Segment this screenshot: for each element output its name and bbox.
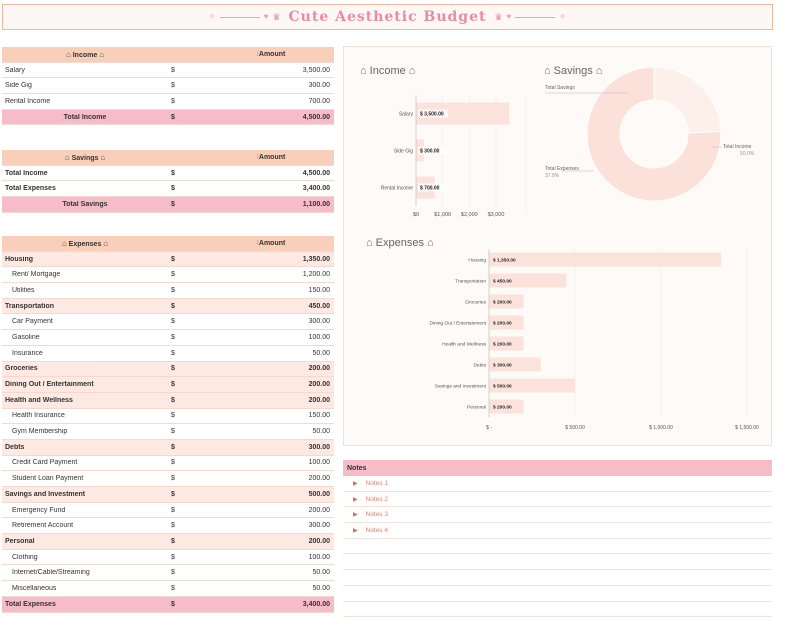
house-icon: ⌂ <box>61 238 67 248</box>
note-item[interactable]: ▶ Notes 1 <box>343 476 772 492</box>
donut-slice <box>654 67 721 133</box>
table-row[interactable]: Emergency Fund $ 200.00 <box>2 503 334 519</box>
table-row[interactable]: Housing $ 1,350.00 <box>2 252 334 268</box>
table-header <box>2 150 334 166</box>
table-header <box>2 47 334 63</box>
data-label: $ 1,350.00 <box>493 258 516 264</box>
note-item[interactable]: ▶ Notes 2 <box>343 492 772 508</box>
bullet-icon: ▶ <box>353 527 358 534</box>
house-icon: ⌂ <box>366 237 373 249</box>
table-row[interactable]: Transportation $ 450.00 <box>2 299 334 315</box>
x-tick-label: $0 <box>412 212 420 218</box>
table-row[interactable]: Rental Income $ 700.00 <box>2 94 334 110</box>
expenses-table <box>2 236 334 613</box>
income-table <box>2 47 334 125</box>
table-row[interactable]: Gym Membership $ 50.00 <box>2 424 334 440</box>
notes-header: Notes <box>343 460 772 476</box>
category-label: Dining Out / Entertainment <box>429 321 486 327</box>
note-empty-row[interactable] <box>343 586 772 602</box>
page-title: Cute Aesthetic Budget <box>288 9 487 25</box>
table-row[interactable]: Salary $ 3,500.00 <box>2 63 334 79</box>
charts-panel <box>343 46 772 446</box>
table-row[interactable]: Gasoline $ 100.00 <box>2 330 334 346</box>
note-empty-row[interactable] <box>343 602 772 618</box>
x-tick-label: $ 1,500.00 <box>735 425 759 431</box>
category-label: Transportation <box>455 279 486 285</box>
house-icon: ⌂ <box>99 49 105 59</box>
expense-bar <box>489 253 721 267</box>
data-label: $ 500.00 <box>493 384 512 390</box>
data-label: $ 200.00 <box>493 342 512 348</box>
slice-label: Total Expenses <box>545 166 579 172</box>
category-label: Health and Wellness <box>442 342 486 348</box>
data-label: $ 300.00 <box>493 363 512 369</box>
x-tick-label: $2,000 <box>460 212 478 218</box>
divider <box>220 17 260 18</box>
table-row[interactable]: Personal $ 200.00 <box>2 534 334 550</box>
category-label: Salary <box>398 111 413 118</box>
data-label: $ 700.00 <box>420 185 440 192</box>
sparkle-icon: ✧ <box>209 12 216 21</box>
note-empty-row[interactable] <box>343 539 772 555</box>
table-row[interactable]: Insurance $ 50.00 <box>2 346 334 362</box>
slice-percent: 50.0% <box>740 151 755 157</box>
data-label: $ 200.00 <box>493 321 512 327</box>
total-row[interactable]: Total Income $ 4,500.00 <box>2 110 334 126</box>
table-row[interactable]: Internet/Cable/Streaming $ 50.00 <box>2 565 334 581</box>
house-icon: ⌂ <box>64 152 70 162</box>
table-row[interactable]: Savings and Investment $ 500.00 <box>2 487 334 503</box>
crown-icon: ♛ <box>272 11 281 22</box>
house-icon: ⌂ <box>595 65 603 77</box>
note-empty-row[interactable] <box>343 570 772 586</box>
table-row[interactable]: Total Expenses $ 3,400.00 <box>2 181 334 197</box>
expenses-chart-title: ⌂ Expenses ⌂ <box>366 237 434 249</box>
savings-chart-title: ⌂ Savings ⌂ <box>544 65 603 77</box>
column-header-amount: ⁝Amount <box>256 240 286 248</box>
table-row[interactable]: Debts $ 300.00 <box>2 440 334 456</box>
category-label: Debts <box>473 363 486 369</box>
column-header-amount: ⁝Amount <box>256 154 286 162</box>
heart-icon: ♥ <box>263 12 269 21</box>
house-icon: ⌂ <box>360 65 367 77</box>
notes-section <box>343 460 772 625</box>
heart-icon: ♥ <box>506 12 512 21</box>
x-tick-label: $3,000 <box>487 212 505 218</box>
category-label: Personal <box>467 405 486 411</box>
total-row[interactable]: Total Savings $ 1,100.00 <box>2 197 334 213</box>
table-row[interactable]: Clothing $ 100.00 <box>2 550 334 566</box>
category-label: Side Gig <box>393 148 413 155</box>
table-row[interactable]: Rent/ Mortgage $ 1,200.00 <box>2 267 334 283</box>
category-label: Savings and Investment <box>434 384 486 390</box>
table-row[interactable]: Retirement Account $ 300.00 <box>2 518 334 534</box>
table-row[interactable]: Utilities $ 150.00 <box>2 283 334 299</box>
data-label: $ 200.00 <box>493 300 512 306</box>
data-label: $ 450.00 <box>493 279 512 285</box>
crown-icon: ♛ <box>494 11 503 22</box>
note-item[interactable]: ▶ Notes 3 <box>343 507 772 523</box>
divider <box>515 17 555 18</box>
column-header-savings: ⌂ Savings ⌂ <box>64 152 106 162</box>
category-label: Groceries <box>465 300 486 306</box>
bullet-icon: ▶ <box>353 496 358 503</box>
x-tick-label: $ 1,000.00 <box>649 425 673 431</box>
savings-table <box>2 150 334 213</box>
table-row[interactable]: Credit Card Payment $ 100.00 <box>2 456 334 472</box>
table-header <box>2 236 334 252</box>
house-icon: ⌂ <box>544 65 551 77</box>
data-label: $ 3,500.00 <box>420 111 444 118</box>
house-icon: ⌂ <box>100 152 106 162</box>
house-icon: ⌂ <box>65 49 71 59</box>
column-header-amount: ⁝Amount <box>256 51 286 59</box>
x-tick-label: $1,000 <box>434 212 452 218</box>
title-banner <box>2 4 773 30</box>
table-row[interactable]: Total Income $ 4,500.00 <box>2 166 334 182</box>
table-row[interactable]: Health and Wellness $ 200.00 <box>2 393 334 409</box>
table-row[interactable]: Student Loan Payment $ 200.00 <box>2 471 334 487</box>
slice-label: Total Income <box>723 144 752 150</box>
note-empty-row[interactable] <box>343 554 772 570</box>
note-item[interactable]: ▶ Notes 4 <box>343 523 772 539</box>
table-row[interactable]: Miscellaneous $ 50.00 <box>2 581 334 597</box>
column-header-income: ⌂ Income ⌂ <box>65 49 105 59</box>
column-header-expenses: ⌂ Expenses ⌂ <box>61 238 109 248</box>
slice-label: Total Savings <box>545 85 575 91</box>
table-row[interactable]: Car Payment $ 300.00 <box>2 314 334 330</box>
house-icon: ⌂ <box>103 238 109 248</box>
charts-canvas <box>344 47 773 447</box>
slice-percent: 37.8% <box>545 173 560 179</box>
category-label: Rental Income <box>380 185 413 192</box>
income-chart-title: ⌂ Income ⌂ <box>360 65 416 77</box>
x-tick-label: $ 500.00 <box>565 425 585 431</box>
table-row[interactable]: Groceries $ 200.00 <box>2 362 334 378</box>
table-row[interactable]: Side Gig $ 300.00 <box>2 78 334 94</box>
bullet-icon: ▶ <box>353 512 358 519</box>
data-label: $ 200.00 <box>493 405 512 411</box>
data-label: $ 300.00 <box>420 148 440 155</box>
house-icon: ⌂ <box>408 65 416 77</box>
table-row[interactable]: Dining Out / Entertainment $ 200.00 <box>2 377 334 393</box>
x-tick-label: $ - <box>486 425 492 431</box>
sparkle-icon: ✧ <box>559 12 566 21</box>
total-row[interactable]: Total Expenses $ 3,400.00 <box>2 597 334 613</box>
bullet-icon: ▶ <box>353 480 358 487</box>
house-icon: ⌂ <box>426 237 434 249</box>
category-label: Housing <box>468 258 486 264</box>
table-row[interactable]: Health Insurance $ 150.00 <box>2 409 334 425</box>
